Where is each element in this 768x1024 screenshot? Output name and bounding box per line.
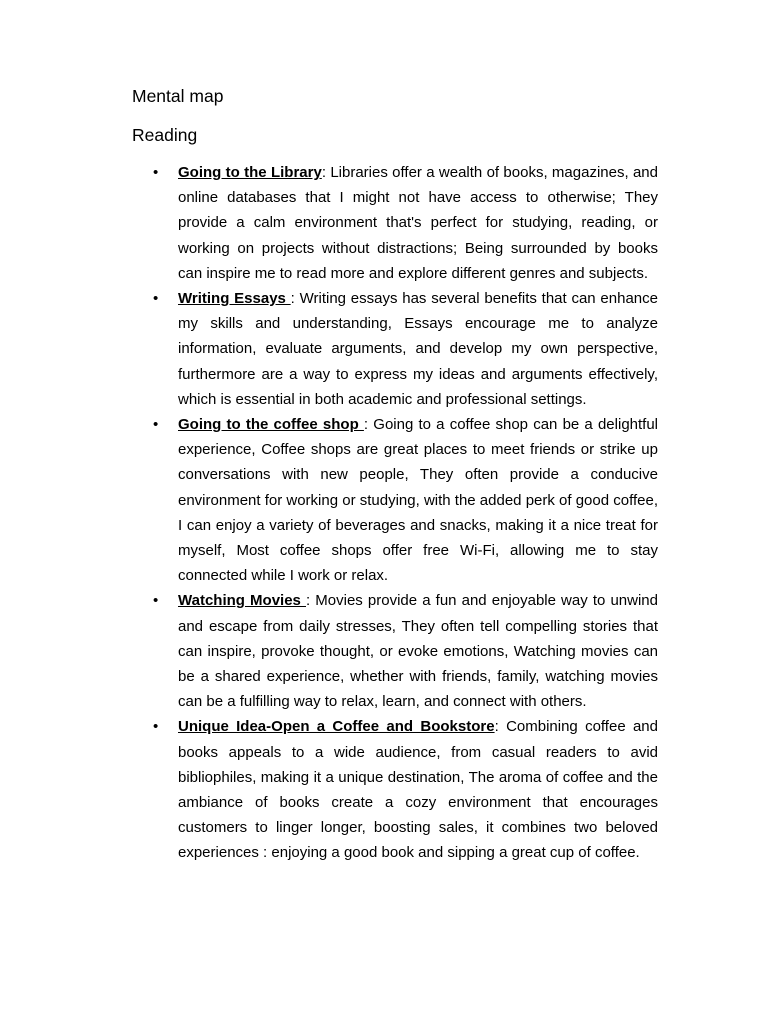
list-item-coffee-shop (178, 412, 658, 588)
item-text: Combining coffee and books appeals to a wide audience, from casual readers to avid bibliophiles, making it a unique destination, The aroma of coffee and the ambiance of books create a cozy environment that encourages customers to linger longer, boosting sales, it combines two beloved experiences : enjoying a good book and sipping a great cup of coffee. (178, 718, 658, 862)
item-separator: : (306, 592, 316, 610)
item-text: Libraries offer a wealth of books, magazines, and online databases that I might not have access to otherwise; They provide a calm environment that's perfect for studying, reading, or working on projects without distractions; Being surrounded by books can inspire me to read more and explore different genres and subjects. (178, 164, 658, 282)
item-separator: : (321, 164, 331, 181)
list-item-unique-idea (178, 714, 658, 865)
item-text: Going to a coffee shop can be a delightful experience, Coffee shops are great places to meet friends or strike up conversations with new people, They often provide a conducive environment for working or studying, with the added perk of good coffee, I can enjoy a variety of beverages and snacks, making it a nice treat for myself, Most coffee shops offer free Wi-Fi, allowing me to stay connected while I work or relax. (178, 416, 659, 585)
item-title: Unique Idea-Open a Coffee and Bookstore (178, 718, 495, 736)
item-text: Writing essays has several benefits that can enhance my skills and understanding, Essays encourage me to analyze information, evaluate arguments, and develop my own perspective, furthermore are a way to express my ideas and arguments effectively, which is essential in both academic and professional settings. (178, 290, 658, 408)
item-separator: : (290, 290, 300, 308)
list-item-watching-movies (178, 588, 658, 714)
list-item-library (178, 160, 658, 286)
section-heading: Reading (132, 125, 198, 145)
item-text: Movies provide a fun and enjoyable way to unwind and escape from daily stresses, They often tell compelling stories that can inspire, provoke thought, or evoke emotions, Watching movies can be a shared experience, whether with friends, family, watching movies can be a fulfilling way to relax, learn, and connect with others. (178, 592, 658, 711)
list-item-writing-essays (178, 286, 658, 412)
item-title: Going to the Library (178, 164, 322, 181)
document-title: Mental map (132, 86, 224, 106)
topic-list (178, 160, 658, 866)
item-title: Watching Movies (178, 592, 306, 610)
item-title: Writing Essays (178, 290, 291, 308)
item-separator: : (494, 718, 507, 736)
item-separator: : (363, 416, 374, 434)
item-title: Going to the coffee shop (178, 416, 364, 434)
